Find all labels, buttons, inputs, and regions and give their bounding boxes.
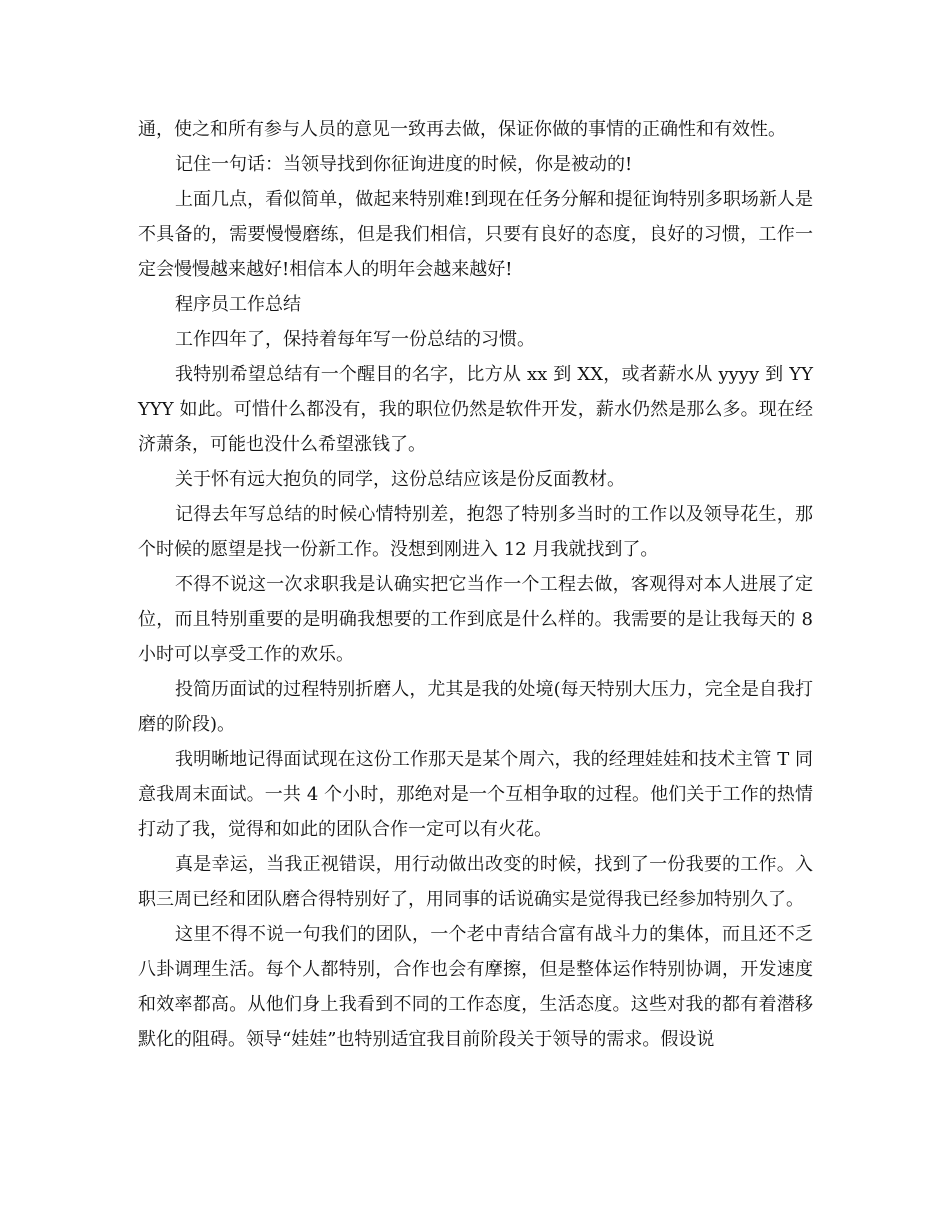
paragraph-4: 工作四年了，保持着每年写一份总结的习惯。 [175, 329, 535, 350]
paragraph-2: 记住一句话：当领导找到你征询进度的时候，你是被动的! [175, 154, 633, 175]
paragraph-10: 我明晰地记得面试现在这份工作那天是某个周六，我的经理娃娃和技术主管 T 同意我周末面试。一共 4 个小时，那绝对是一个互相争取的过程。他们关于工作的热情打动了我，觉得和如此的团队合作一定可以有火花。 [138, 749, 813, 840]
paragraph-7: 记得去年写总结的时候心情特别差，抱怨了特别多当时的工作以及领导花生，那个时候的愿望是找一份新工作。没想到刚进入 12 月我就找到了。 [138, 504, 813, 560]
paragraph-8: 不得不说这一次求职我是认确实把它当作一个工程去做，客观得对本人进展了定位，而且特别重要的是明确我想要的工作到底是什么样的。我需要的是让我每天的 8 小时可以享受工作的欢乐。 [138, 574, 813, 665]
paragraph-12: 这里不得不说一句我们的团队，一个老中青结合富有战斗力的集体，而且还不乏八卦调理生活。每个人都特别，合作也会有摩擦，但是整体运作特别协调，开发速度和效率都高。从他们身上我看到不同的工作态度，生活态度。这些对我的都有着潜移默化的阻碍。领导“娃娃”也特别适宜我目前阶段关于领导的需求。假设说 [138, 924, 813, 1050]
paragraph-11: 真是幸运，当我正视错误，用行动做出改变的时候，找到了一份我要的工作。入职三周已经和团队磨合得特别好了，用同事的话说确实是觉得我已经参加特别久了。 [138, 854, 813, 910]
document-body [138, 112, 813, 1057]
paragraph-9: 投简历面试的过程特别折磨人，尤其是我的处境(每天特别大压力，完全是自我打磨的阶段)。 [138, 679, 813, 735]
paragraph-6: 关于怀有远大抱负的同学，这份总结应该是份反面教材。 [175, 469, 625, 490]
paragraph-1: 通，使之和所有参与人员的意见一致再去做，保证你做的事情的正确性和有效性。 [138, 119, 786, 140]
section-heading: 程序员工作总结 [175, 294, 301, 315]
paragraph-3: 上面几点，看似简单，做起来特别难!到现在任务分解和提征询特别多职场新人是不具备的，需要慢慢磨练，但是我们相信，只要有良好的态度，良好的习惯，工作一定会慢慢越来越好!相信本人的明年会越来越好! [138, 189, 813, 280]
paragraph-5: 我特别希望总结有一个醒目的名字，比方从 xx 到 XX，或者薪水从 yyyy 到 YYYYY 如此。可惜什么都没有，我的职位仍然是软件开发，薪水仍然是那么多。现在经济萧条，可能也没什么希望涨钱了。 [138, 364, 813, 455]
